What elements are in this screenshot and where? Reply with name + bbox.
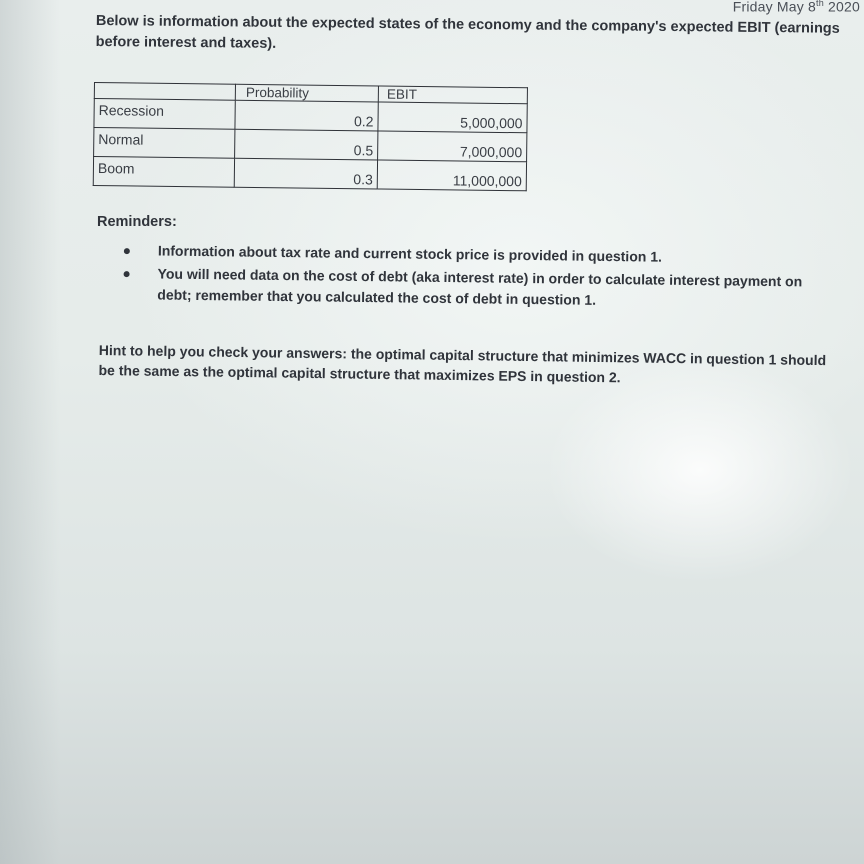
- cell-ebit: 7,000,000: [378, 131, 527, 162]
- cell-ebit: 5,000,000: [378, 102, 527, 133]
- bullet-icon: [124, 271, 130, 277]
- economy-states-table: [93, 82, 528, 191]
- header-ebit: EBIT: [378, 86, 527, 104]
- reminders-heading: Reminders:: [97, 214, 177, 230]
- header-state: [94, 83, 235, 101]
- table-row: [93, 157, 526, 191]
- cell-state: Boom: [93, 157, 234, 188]
- cell-ebit: 11,000,000: [377, 160, 526, 191]
- reminder-text: Information about tax rate and current stock price is provided in question 1.: [157, 242, 663, 265]
- header-probability: Probability: [235, 84, 378, 102]
- cell-probability: 0.5: [235, 129, 378, 160]
- cell-state: Recession: [94, 99, 235, 130]
- cell-probability: 0.3: [234, 158, 377, 189]
- list-item: [117, 263, 817, 314]
- page-edge-shadow: [0, 0, 60, 864]
- reminders-list: [117, 240, 818, 316]
- date-text: Friday May 8: [732, 0, 817, 15]
- bullet-icon: [124, 248, 130, 254]
- date-suffix: th: [816, 0, 824, 8]
- cell-state: Normal: [94, 128, 235, 159]
- reminder-text: You will need data on the cost of debt (aka interest rate) in order to calculate interest payment on debt; remember that you calculated the cost of debt in question 1.: [157, 265, 803, 308]
- economy-table-wrapper: [93, 82, 528, 191]
- date-year: 2020: [828, 0, 860, 15]
- date-header: [733, 0, 860, 15]
- cell-probability: 0.2: [235, 100, 378, 131]
- intro-paragraph: Below is information about the expected states of the economy and the company's expected EBIT (earnings before interest and taxes).: [95, 12, 840, 52]
- hint-paragraph: Hint to help you check your answers: the optimal capital structure that minimizes WACC in question 1 should be the same as the optimal capital structure that maximizes EPS in question 2.: [98, 341, 827, 386]
